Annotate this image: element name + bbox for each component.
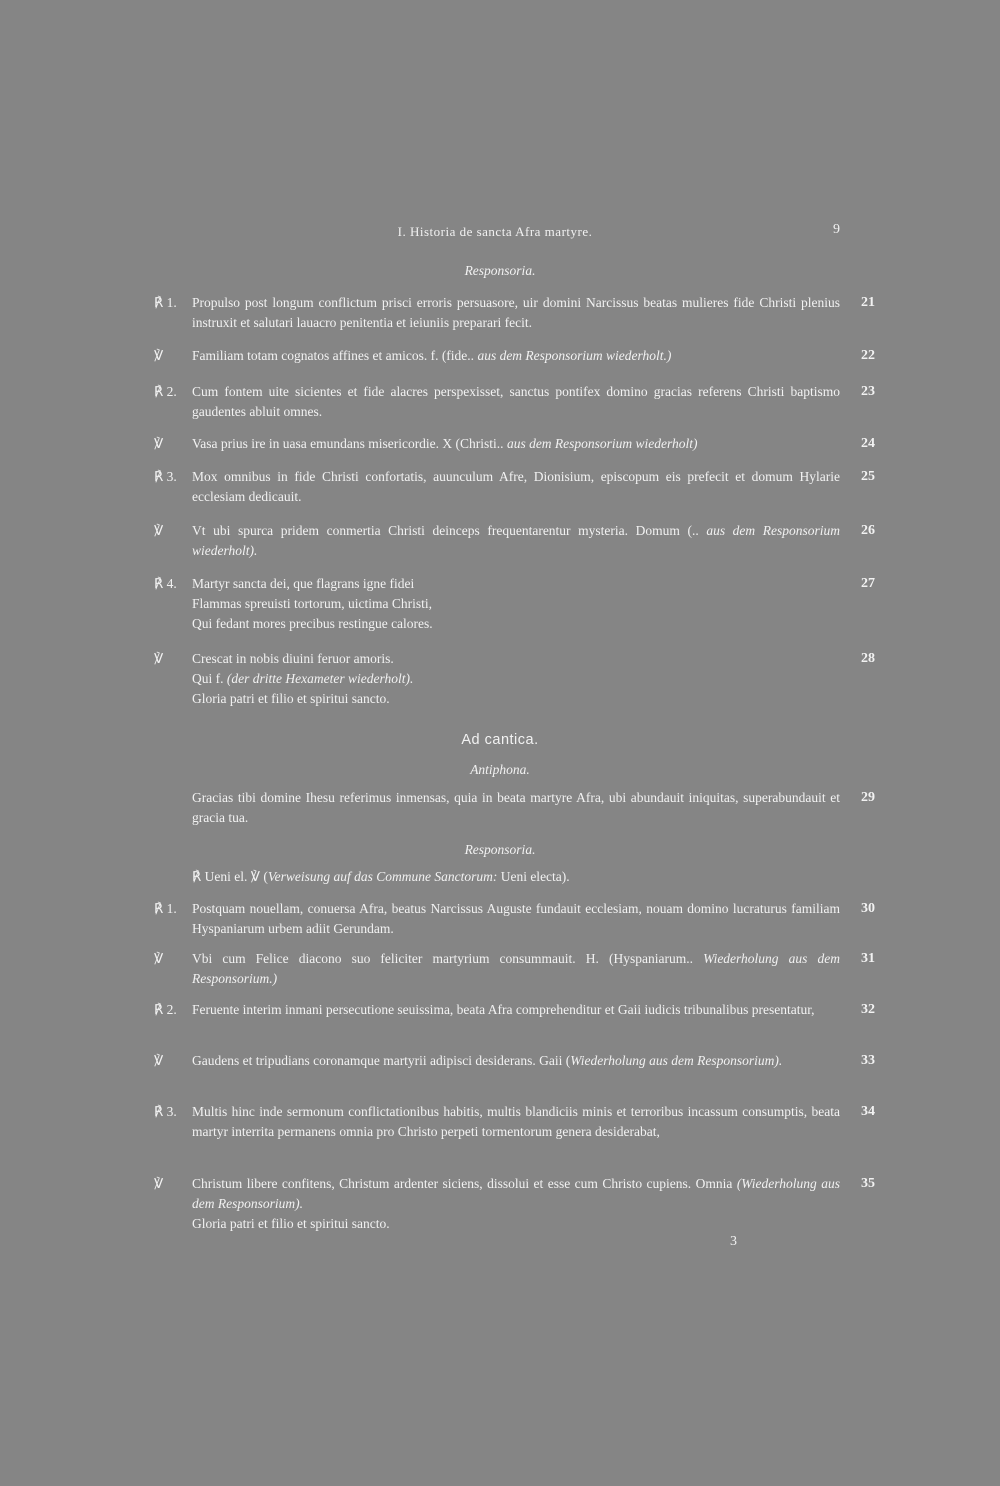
- verse-line: Martyr sancta dei, que flagrans igne fidei: [192, 576, 415, 591]
- entry-23: [150, 382, 875, 422]
- entry-text: Cum fontem uite sicientes et fide alacres perspexisset, sanctus pontifex domino gracias referens Christi baptismo gaudentes abluit omnes.: [192, 384, 840, 419]
- responsory-symbol: ℟ 2.: [154, 384, 177, 399]
- verse-line: Crescat in nobis diuini feruor amoris.: [192, 651, 394, 666]
- entry-number: 27: [861, 576, 875, 591]
- entry-text: Propulso post longum conflictum prisci erroris persuasore, uir domini Narcissus beatas mulieres fide Christi plenius instruxit et salutari lauacro penitentia et ieiuniis preparari fecit.: [192, 295, 840, 330]
- entry-number: 22: [861, 348, 875, 363]
- entry-text: Familiam totam cognatos affines et amicos. f. (fide.. aus dem Responsorium wiederholt.): [192, 348, 672, 363]
- responsory-symbol: ℟ 2.: [154, 1002, 177, 1017]
- responsoria-intro: [150, 867, 875, 887]
- doxology-line: Gloria patri et filio et spiritui sancto.: [192, 1216, 390, 1231]
- responsory-symbol: ℟ 1.: [154, 901, 177, 916]
- entry-number: 25: [861, 469, 875, 484]
- entry-number: 32: [861, 1002, 875, 1017]
- page-number: 9: [833, 222, 840, 237]
- section-subhead-ad-cantica: Ad cantica.: [461, 732, 539, 748]
- verse-lines: [192, 649, 840, 709]
- signature-mark: 3: [730, 1234, 737, 1249]
- entry-26: [150, 521, 875, 561]
- entry-21: [150, 293, 875, 333]
- entry-31: [150, 949, 875, 989]
- entry-text: Feruente interim inmani persecutione seuissima, beata Afra comprehenditur et Gaii iudicis tribunalibus presentatur,: [192, 1002, 815, 1017]
- entry-number: 31: [861, 951, 875, 966]
- versicle-symbol: ℣: [154, 523, 164, 538]
- verse-line: Qui fedant mores precibus restingue calores.: [192, 616, 433, 631]
- entry-number: 26: [861, 523, 875, 538]
- entry-text: Vbi cum Felice diacono suo feliciter martyrium consummauit. H. (Hyspaniarum.. Wiederholung aus dem Responsorium.): [192, 951, 840, 986]
- entry-number: 33: [861, 1053, 875, 1068]
- entry-29: [150, 788, 875, 828]
- entry-33: [150, 1051, 875, 1071]
- versicle-symbol: ℣: [154, 651, 164, 666]
- entry-text: Vt ubi spurca pridem conmertia Christi deinceps frequentarentur mysteria. Domum (.. aus dem Responsorium wiederholt).: [192, 523, 840, 558]
- verse-line: Qui f. (der dritte Hexameter wiederholt).: [192, 671, 414, 686]
- entry-24: [150, 434, 875, 454]
- entry-number: 29: [861, 790, 875, 805]
- entry-number: 23: [861, 384, 875, 399]
- entry-28: [150, 649, 875, 709]
- entry-35: [150, 1174, 875, 1234]
- versicle-symbol: ℣: [154, 1053, 164, 1068]
- antiphona-heading: Antiphona.: [470, 762, 530, 777]
- entry-number: 24: [861, 436, 875, 451]
- entry-text: Vasa prius ire in uasa emundans misericordie. X (Christi.. aus dem Responsorium wiederholt): [192, 436, 698, 451]
- responsory-symbol: ℟ 3.: [154, 469, 177, 484]
- responsory-symbol: ℟ 3.: [154, 1104, 177, 1119]
- section-heading-responsoria-2: Responsoria.: [464, 842, 536, 857]
- versicle-symbol: ℣: [154, 1176, 164, 1191]
- responsory-symbol: ℟ 4.: [154, 576, 177, 591]
- entry-text: Christum libere confitens, Christum ardenter siciens, dissolui et esse cum Christo cupiens. Omnia (Wiederholung aus dem Responsorium). Gloria patri et filio et spiritui sancto.: [192, 1174, 840, 1234]
- versicle-symbol: ℣: [154, 436, 164, 451]
- entry-25: [150, 467, 875, 507]
- running-title: I. Historia de sancta Afra martyre.: [397, 224, 593, 239]
- entry-22: [150, 346, 875, 366]
- verse-line: Flammas spreuisti tortorum, uictima Christi,: [192, 596, 432, 611]
- responsory-symbol: ℟ 1.: [154, 295, 177, 310]
- entry-30: [150, 899, 875, 939]
- antiphona-text: Gracias tibi domine Ihesu referimus inmensas, quia in beata martyre Afra, ubi abundauit iniquitas, superabundauit et gracia tua.: [192, 790, 840, 825]
- section-heading-responsoria: Responsoria.: [464, 263, 536, 278]
- verse-lines: [192, 574, 840, 634]
- entry-number: 30: [861, 901, 875, 916]
- entry-text: Multis hinc inde sermonum conflictationibus habitis, multis blandiciis minis et terroribus incassum consumptis, beata martyr interrita permanens omnia pro Christo perpeti tormentorum genera desiderabat,: [192, 1104, 840, 1139]
- entry-34: [150, 1102, 875, 1142]
- entry-number: 34: [861, 1104, 875, 1119]
- entry-number: 21: [861, 295, 875, 310]
- entry-number: 28: [861, 651, 875, 666]
- entry-text: Gaudens et tripudians coronamque martyrii adipisci desiderans. Gaii (Wiederholung aus dem Responsorium).: [192, 1053, 783, 1068]
- versicle-symbol: ℣: [154, 348, 164, 363]
- versicle-symbol: ℣: [154, 951, 164, 966]
- entry-number: 35: [861, 1176, 875, 1191]
- intro-text: ℟ Ueni el. ℣ (Verweisung auf das Commune Sanctorum: Ueni electa).: [192, 869, 570, 884]
- entry-text: Mox omnibus in fide Christi confortatis, auunculum Afre, Dionisium, episcopum eis prefecit et domum Hylarie ecclesiam dedicauit.: [192, 469, 840, 504]
- entry-text: Postquam nouellam, conuersa Afra, beatus Narcissus Auguste fundauit ecclesiam, nouam domino lucraturus familiam Hyspaniarum urbem adiit Gerundam.: [192, 901, 840, 936]
- doxology-line: Gloria patri et filio et spiritui sancto.: [192, 691, 390, 706]
- entry-27: [150, 574, 875, 634]
- entry-32: [150, 1000, 875, 1020]
